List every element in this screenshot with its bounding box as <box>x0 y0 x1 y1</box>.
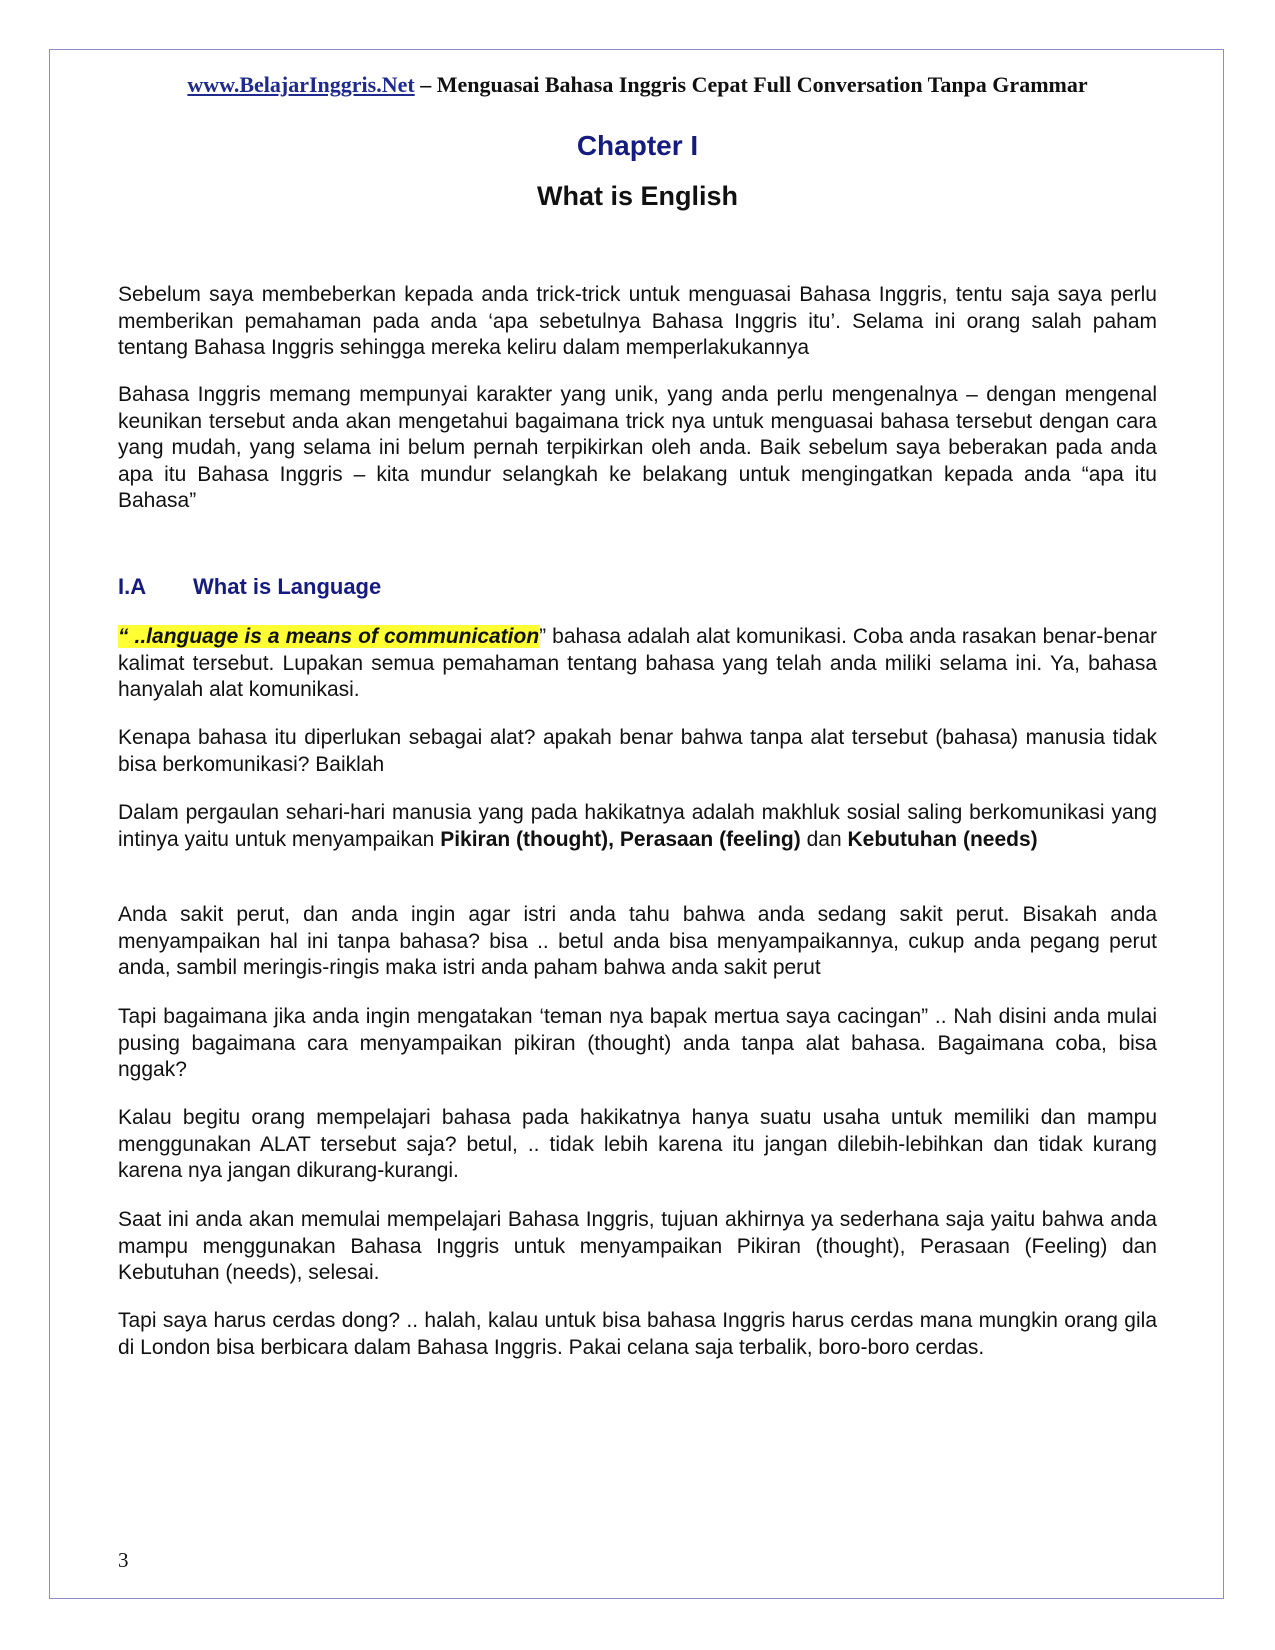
bold-needs: Kebutuhan (needs) <box>847 827 1038 851</box>
quote-paragraph-text: ” bahasa adalah alat komunikasi. Coba anda rasakan benar-benar kalimat tersebut. Lupakan semua pemahaman tentang bahasa yang telah anda miliki selama ini. Ya, bahasa hanyalah alat komunikasi. <box>118 625 1158 701</box>
header-title: – Menguasai Bahasa Inggris Cepat Full Conversation Tanpa Grammar <box>414 72 1088 97</box>
bold-thought-feeling: Pikiran (thought), Perasaan (feeling) <box>440 827 801 851</box>
intro-paragraph-2: Bahasa Inggris memang mempunyai karakter yang unik, yang anda perlu mengenalnya – dengan mengenal keunikan tersebut anda akan mengetahui bagaimana trick nya untuk menguasai bahasa tersebut dengan cara yang mudah, yang selama ini belum pernah terpikirkan oleh anda. Baik sebelum saya beberakan pada anda apa itu Bahasa Inggris – kita mundur selangkah ke belakang untuk mengingatkan kepada anda “apa itu Bahasa” <box>118 383 1157 512</box>
section-heading <box>118 574 381 600</box>
body-paragraph-2: Kenapa bahasa itu diperlukan sebagai alat? apakah benar bahwa tanpa alat tersebut (bahasa) manusia tidak bisa berkomunikasi? Baiklah <box>118 726 1157 776</box>
paragraph-3-mid: dan <box>800 827 848 851</box>
chapter-title: What is English <box>536 181 738 211</box>
section-number: I.A <box>118 574 147 599</box>
highlighted-quote: “ ..language is a means of communication <box>118 625 540 648</box>
section-title: What is Language <box>193 574 382 599</box>
body-paragraph-8: Tapi saya harus cerdas dong? .. halah, kalau untuk bisa bahasa Inggris harus cerdas mana mungkin orang gila di London bisa berbicara dalam Bahasa Inggris. Pakai celana saja terbalik, boro-boro cerdas. <box>118 1309 1157 1359</box>
body-paragraph-6: Kalau begitu orang mempelajari bahasa pada hakikatnya hanya suatu usaha untuk memiliki dan mampu menggunakan ALAT tersebut saja? betul, .. tidak lebih karena itu jangan dilebih-lebihkan dan tidak kurang karena nya jangan dikurang-kurangi. <box>118 1106 1157 1182</box>
page-number: 3 <box>118 1548 129 1572</box>
website-link[interactable]: www.BelajarInggris.Net <box>187 72 415 97</box>
chapter-label: Chapter I <box>576 130 699 161</box>
quote-paragraph <box>118 624 1157 704</box>
body-paragraph-5: Tapi bagaimana jika anda ingin mengatakan ‘teman nya bapak mertua saya cacingan” .. Nah disini anda mulai pusing bagaimana cara menyampaikan pikiran (thought) anda tanpa alat bahasa. Bagaimana coba, bisa nggak? <box>118 1005 1157 1081</box>
body-paragraph-7: Saat ini anda akan memulai mempelajari Bahasa Inggris, tujuan akhirnya ya sederhana saja yaitu bahwa anda mampu menggunakan Bahasa Inggris untuk menyampaikan Pikiran (thought), Perasaan (Feeling) dan Kebutuhan (needs), selesai. <box>118 1208 1157 1284</box>
paragraph-3-start: Dalam pergaulan sehari-hari manusia yang pada hakikatnya adalah makhluk sosial saling berkomunikasi yang intinya yaitu untuk menyampaikan <box>118 801 1157 851</box>
intro-paragraph-1: Sebelum saya membeberkan kepada anda trick-trick untuk menguasai Bahasa Inggris, tentu saja saya perlu memberikan pemahaman pada anda ‘apa sebetulnya Bahasa Inggris itu’. Selama ini orang salah paham tentang Bahasa Inggris sehingga mereka keliru dalam memperlakukannya <box>118 283 1157 359</box>
body-paragraph-3 <box>118 800 1157 853</box>
page-header <box>0 72 1275 98</box>
body-paragraph-4: Anda sakit perut, dan anda ingin agar istri anda tahu bahwa anda sedang sakit perut. Bisakah anda menyampaikan hal ini tanpa bahasa? bisa .. betul anda bisa menyampaikannya, cukup anda pegang perut anda, sambil meringis-ringis maka istri anda paham bahwa anda sakit perut <box>118 903 1157 979</box>
